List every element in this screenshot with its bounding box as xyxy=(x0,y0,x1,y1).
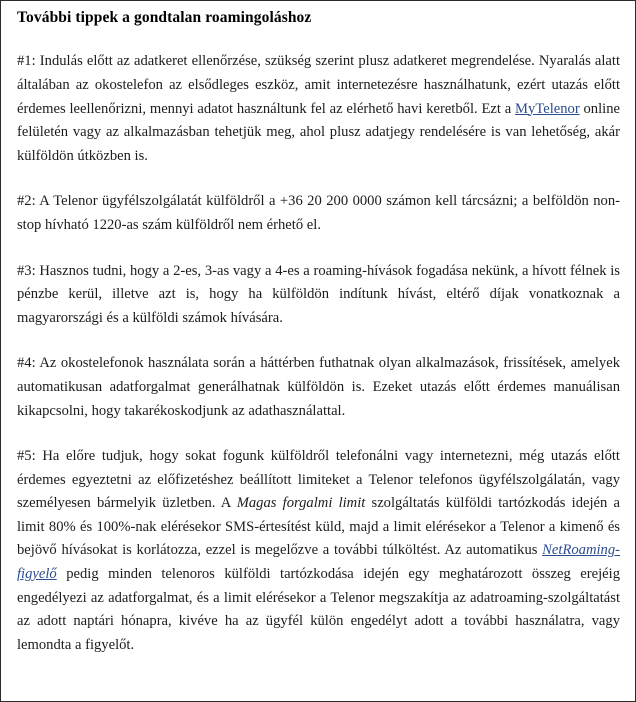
netroaming-figyelo-link[interactable]: NetRoaming-figyelő xyxy=(17,542,620,583)
tip-paragraph-5 xyxy=(17,445,620,657)
page-title: További tippek a gondtalan roamingoláshoz xyxy=(17,9,312,26)
tip-number-3: #3: xyxy=(17,262,36,279)
tip-number-2: #2: xyxy=(17,193,36,210)
tip-number-4: #4: xyxy=(17,355,36,372)
magas-forgalmi-limit-term: Magas forgalmi limit xyxy=(236,495,366,512)
tip-4-text: Az okostelefonok használata során a háttérben futhatnak olyan alkalmazások, frissítések, amelyek automatikusan adatforgalmat generálhatnak külföldön is. Ezeket utazás előtt érdemes manuálisan kikapcsolni, hogy takarékoskodjunk az adathasználattal. xyxy=(17,355,620,419)
tip-number-5: #5: xyxy=(17,448,36,465)
tip-5-text-part-1: Ha előre tudjuk, hogy sokat fogunk külföldről telefonálni vagy internetezni, még utazás előtt érdemes egyeztetni az előfizetéshez beállított limiteket a Telenor telefonos ügyfélszolgálatán, vagy személyesen bármelyik üzletben. A xyxy=(17,448,620,512)
tip-1-text-part-1: Indulás előtt az adatkeret ellenőrzése, szükség szerint plusz adatkeret megrendelése. Nyaralás alatt általában az okostelefon az elsődleges eszköz, amit internetezésre használhatunk, ezért utazás előtt érdemes leellenőrizni, mennyi adatot használtunk fel az elérhető havi keretből. Ezt a xyxy=(17,53,620,117)
tip-paragraph-3 xyxy=(17,260,620,331)
tip-number-1: #1: xyxy=(17,53,36,70)
tip-2-text: A Telenor ügyfélszolgálatát külföldről a +36 20 200 0000 számon kell tárcsázni; a belföldön non-stop hívható 1220-as szám külföldről nem érhető el. xyxy=(17,193,620,233)
tip-paragraph-2 xyxy=(17,190,620,237)
mytelenor-link[interactable]: MyTelenor xyxy=(515,100,580,117)
tip-3-text: Hasznos tudni, hogy a 2-es, 3-as vagy a 4-es a roaming-hívások fogadása nekünk, a hívott félnek is pénzbe kerül, illetve azt is, hogy ha külföldön indítunk hívást, eltérő díjak vonatkoznak a magyarországi és a külföldi számok hívására. xyxy=(17,262,620,326)
tip-5-text-part-3: pedig minden telenoros külföldi tartózkodása idején egy meghatározott összeg erejéig engedélyezi az adatforgalmat, és a limit elérésekor a Telenor megszakítja az adatroaming-szolgáltatást az adott naptári hónapra, kivéve ha az ügyfél külön engedélyt adott a további használatra, vagy lemondta a figyelőt. xyxy=(17,566,620,653)
tip-5-text-part-2: szolgáltatás külföldi tartózkodás idején a limit 80% és 100%-nak elérésekor SMS-értesítést küld, majd a limit elérésekor a Telenor a kimenő és bejövő hívásokat is korlátozza, ezzel is megelőzve a további túlköltést. Az automatikus xyxy=(17,495,621,559)
document-body xyxy=(1,1,635,667)
tip-paragraph-1 xyxy=(17,50,620,168)
tip-paragraph-4 xyxy=(17,352,620,423)
tip-1-text-part-2: online felületén vagy az alkalmazásban tehetjük meg, ahol plusz adatjegy rendelésére is van lehetőség, akár külföldön útközben is. xyxy=(17,100,620,164)
